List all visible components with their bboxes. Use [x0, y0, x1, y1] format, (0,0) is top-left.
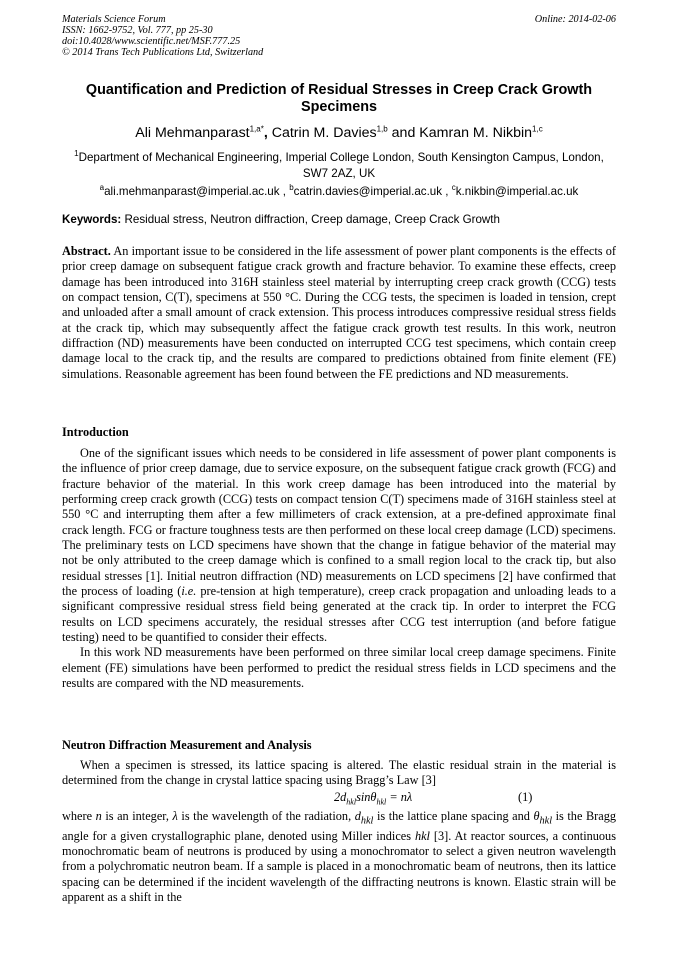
journal-header: [62, 14, 616, 58]
abstract-text: An important issue to be considered in the life assessment of power plant components is the effects of prior creep damage on subsequent fatigue crack growth and fracture behavior. To examine these effects, creep damage has been introduced into 316H stainless steel material by interrupting creep crack growth (CCG) tests on compact tension, C(T), specimens at 550 °C. During the CCG tests, the specimen is loaded in tension, crept and unloaded after a small amount of crack extension. This process introduces compressive residual stress fields at the crack tip, which may subsequently affect the fatigue crack growth test results. In this work, neutron diffraction (ND) measurements have been conducted on interrupted CCG test specimens, which contain creep damage local to the crack tip, and the results are compared to predictions obtained from finite element (FE) simulations. Reasonable agreement has been found between the FE predictions and ND measurements.: [62, 244, 616, 381]
author-3: Kamran M. Nikbin: [419, 125, 533, 141]
issn-line: ISSN: 1662-9752, Vol. 777, pp 25-30: [62, 25, 213, 36]
email-c[interactable]: k.nikbin@imperial.ac.uk: [455, 185, 579, 198]
nd-paragraph-1: When a specimen is stressed, its lattice spacing is altered. The elastic residual strain in the material is determined from the change in crystal lattice spacing using Bragg’s Law [3]: [62, 758, 616, 788]
journal-name: Materials Science Forum: [62, 14, 166, 25]
abstract-label: Abstract.: [62, 244, 111, 258]
affiliation-marker: 1: [74, 149, 79, 159]
email-list: [62, 185, 616, 199]
author-1: Ali Mehmanparast: [135, 125, 250, 141]
nd-heading: Neutron Diffraction Measurement and Analysis: [62, 738, 312, 752]
author-2-affil: 1,b: [376, 124, 388, 134]
intro-paragraph-2: In this work ND measurements have been performed on three similar local creep damage specimens. Finite element (FE) simulations have been performed to predict the residual stress fields in LCD specimens and the results are compared with the ND measurements.: [62, 645, 616, 691]
affiliation: [62, 150, 616, 182]
intro-paragraph-1: One of the significant issues which needs to be considered in life assessment of power plant components is the influence of prior creep damage, due to service exposure, on the subsequent fatigue crack growth (FCG) and fracture behavior of the material. In this work creep damage has been introduced into the material by performing creep crack growth (CCG) tests on compact tension C(T) specimens made of 316H stainless steel at 550 °C and interrupting them after a few millimeters of crack extension, at a pre-defined approximate final crack length. FCG or fracture toughness tests are then performed on these local creep damage (LCD) specimens. The preliminary tests on LCD specimens have shown that the change in fatigue behavior of the material may not be only attributed to the creep damage which is confined to a small region local to the crack tip, but also residual stresses [1]. Initial neutron diffraction (ND) measurements on LCD specimens [2] have confirmed that the process of loading (i.e. pre-tension at high temperature), creep crack propagation and unloading leads to a significant compressive residual stress field being generated at the crack tip. In order to interpret the FCG results on LCD specimens accurately, the residual stresses after CCG test interruption (and before fatigue testing) need to be quantified to consider their effects.: [62, 446, 617, 645]
equation-number: (1): [518, 790, 533, 804]
equation-formula: $2d_{hkl}\sin\theta_{hkl} = n\lambda$: [334, 790, 413, 807]
equation-braggs-law: [62, 790, 616, 806]
copyright-line: © 2014 Trans Tech Publications Ltd, Switzerland: [62, 47, 264, 58]
author-and: and: [391, 125, 416, 141]
nd-paragraph-2: where n is an integer, λ is the wavelength of the radiation, $d_{hkl}$ is the lattice plane spacing and $\theta_{hkl}$ is the Bragg angle for a given crystallographic plane, denoted using Miller indices hkl [3]. At reactor sources, a continuous monochromatic beam of neutrons is produced by using a monochromator to select a given neutron wavelength from a polychromatic neutron beam. If a sample is placed in a monochromatic beam of neutrons, then its lattice spacing can be determined if the incident wavelength of the diffracting neutrons is known. Elastic strain will be apparent as a shift in the: [62, 809, 617, 905]
online-date: Online: 2014-02-06: [534, 14, 616, 25]
email-b-marker: b: [289, 183, 294, 193]
email-c-marker: c: [451, 183, 456, 193]
paper-title: Quantification and Prediction of Residual Stresses in Creep Crack Growth Specimens: [85, 82, 593, 115]
abstract: [62, 244, 616, 382]
keywords: [62, 213, 616, 227]
author-2: Catrin M. Davies: [271, 125, 377, 141]
author-3-affil: 1,c: [532, 124, 543, 134]
email-a[interactable]: ali.mehmanparast@imperial.ac.uk ,: [104, 185, 286, 198]
email-a-marker: a: [99, 183, 105, 193]
author-1-affil: 1,a*: [249, 124, 264, 134]
keywords-text: Residual stress, Neutron diffraction, Creep damage, Creep Crack Growth: [124, 213, 500, 226]
introduction-body: [62, 446, 616, 692]
introduction-heading: Introduction: [62, 425, 129, 439]
author-list: Ali Mehmanparast$^{1,a*}$, Catrin M. Davies$^{1,b}$ and Kamran M. Nikbin$^{1,c}$: [135, 124, 543, 141]
doi-line: doi:10.4028/www.scientific.net/MSF.777.25: [62, 36, 241, 47]
affiliation-text: Department of Mechanical Engineering, Imperial College London, South Kensington Campus, London, SW7 2AZ, UK: [78, 151, 604, 180]
keywords-label: Keywords:: [62, 213, 122, 226]
email-b[interactable]: catrin.davies@imperial.ac.uk ,: [293, 185, 449, 198]
